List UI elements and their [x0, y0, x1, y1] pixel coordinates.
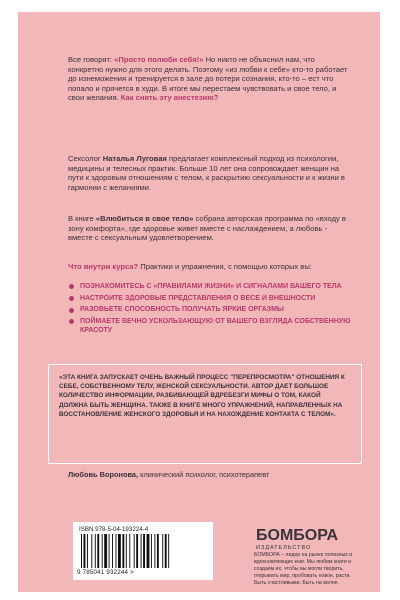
barcode-number: 9 785041 932244 > — [77, 569, 134, 576]
logo-subtitle: ИЗДАТЕЛЬСТВО — [256, 545, 312, 551]
review-quote-box — [48, 364, 362, 464]
author-paragraph — [68, 154, 352, 192]
program-text-1: В книге — [68, 214, 96, 223]
program-text-2: собрана авторская программа по «входу в зону комфорта», где здоровье живет вместе с наслаждением, а любовь - вместе с сексуальным удовлетворением. — [68, 214, 346, 243]
bullet-item: РАЗОВЬЕТЕ СПОСОБНОСТЬ ПОЛУЧАТЬ ЯРКИЕ ОРГАЗМЫ — [68, 305, 352, 315]
course-text: Практики и упражнения, с помощью которых вы: — [138, 262, 312, 271]
book-title: «Влюбиться в свое тело» — [95, 214, 194, 223]
logo-main-text: БОМБОРА — [256, 527, 339, 544]
intro-text-1: Все говорят: — [68, 55, 115, 64]
book-back-cover — [18, 12, 380, 592]
intro-highlight: «Просто полюби себя!» — [114, 55, 204, 64]
publisher-note: БОМБОРА – лидер на рынке полезных и вдохновляющих книг. Мы любим книги и создаем их, чтобы вы могли творить, открывать мир, пробовать новое, расти. Быть счастливыми. Быть на волне. — [254, 552, 353, 586]
barcode — [73, 522, 213, 580]
bullet-list — [68, 282, 352, 338]
reviewer-name: Любовь Воронова, — [68, 470, 139, 479]
reviewer-role: клинический психолог, психотерапевт — [138, 470, 270, 479]
course-paragraph — [68, 262, 352, 272]
bullet-item: ПОЗНАКОМИТЕСЬ С «ПРАВИЛАМИ ЖИЗНИ» И СИГНАЛАМИ ВАШЕГО ТЕЛА — [68, 282, 352, 292]
course-question: Что внутри курса? — [68, 262, 139, 271]
bullet-item: НАСТРОИТЕ ЗДОРОВЫЕ ПРЕДСТАВЛЕНИЯ О ВЕСЕ И ВНЕШНОСТИ — [68, 294, 352, 304]
author-text-1: Сексолог — [68, 154, 103, 163]
intro-paragraph — [68, 55, 352, 103]
author-name: Наталья Луговая — [102, 154, 167, 163]
review-quote: «ЭТА КНИГА ЗАПУСКАЕТ ОЧЕНЬ ВАЖНЫЙ ПРОЦЕСС "ПЕРЕПРОСМОТРА" ОТНОШЕНИЯ К СЕБЕ, СОБСТВЕННОМУ ТЕЛУ, ЖЕНСКОЙ СЕКСУАЛЬНОСТИ. АВТОР ДАЕТ БОЛЬШОЕ КОЛИЧЕСТВО ИНФОРМАЦИИ, РАЗБИВАЮЩЕЙ ВДРЕБЕЗГИ МИФЫ О ТОМ, КАКОЙ ДОЛЖНА БЫТЬ ЖЕНЩИНА. ТАКЖЕ В КНИГЕ МНОГО УПРАЖНЕНИЙ, НАПРАВЛЕННЫХ НА ВОССТАНОВЛЕНИЕ ЖЕНСКОГО ЗДОРОВЬЯ И НА НАХОЖДЕНИЕ КОНТАКТА С ТЕЛОМ». — [59, 374, 345, 418]
isbn: ISBN 978-5-04-193224-4 — [79, 526, 149, 533]
program-paragraph — [68, 214, 352, 243]
intro-question: Как снять эту анестезию? — [120, 93, 219, 103]
barcode-bars — [79, 534, 207, 568]
review-author — [68, 470, 352, 480]
author-text-2: предлагает комплексный подход из психологии, медицины и телесных практик. Больше 10 лет она сопровождает женщин на пути к здоровым отношениям с телом, к раскрытию сексуальности и к жизни в гармонии с желаниями. — [68, 154, 345, 192]
publisher-logo — [256, 528, 356, 552]
bullet-item: ПОЙМАЕТЕ ВЕЧНО УСКОЛЬЗАЮЩУЮ ОТ ВАШЕГО ВЗГЛЯДА СОБСТВЕННУЮ КРАСОТУ — [68, 317, 352, 336]
intro-text-2: Но никто не объяснил нам, что конкретно нужно для этого делать. Поэтому «из любви к себе» кто-то работает до изнеможения и тренируется в зале до потери сознания, кто-то – ест что попало и прячется в худи. В итоге мы перестаем чувствовать и свое тело, и свои желания. — [68, 55, 348, 103]
